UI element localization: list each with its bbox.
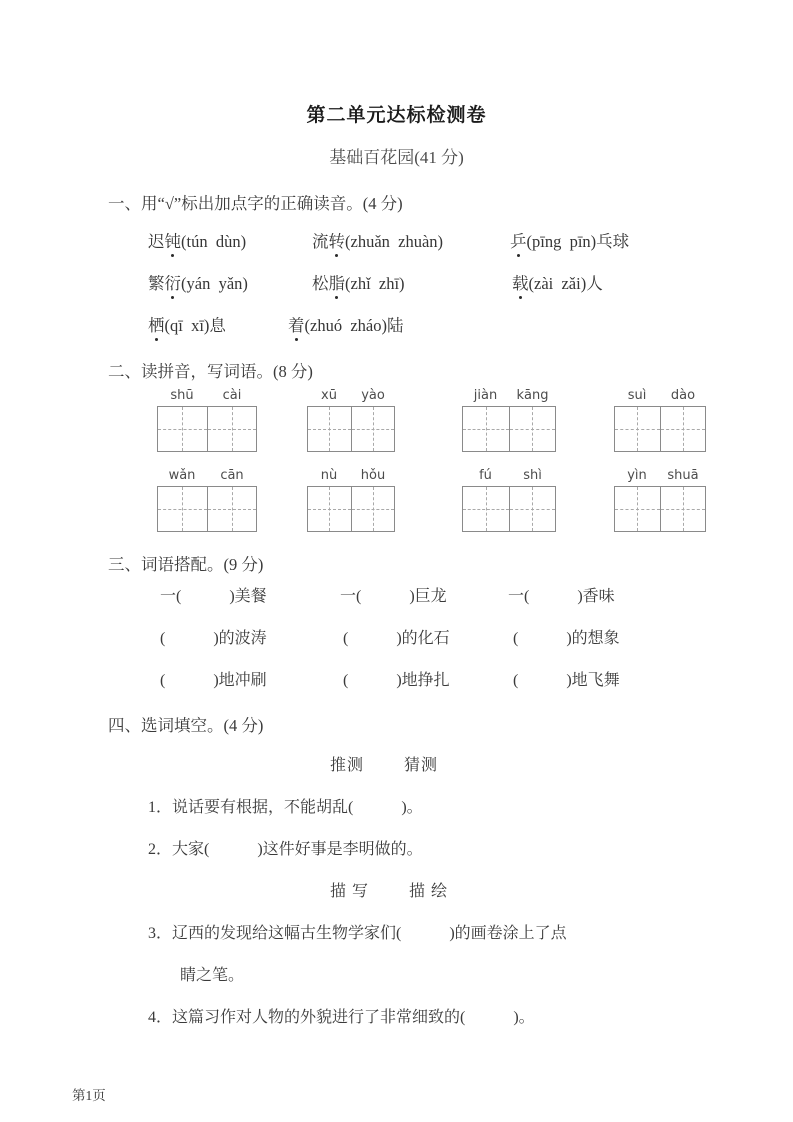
tianzige-cell[interactable] xyxy=(615,407,660,451)
page-title: 第二单元达标检测卷 xyxy=(306,104,487,126)
tianzige-cell[interactable] xyxy=(463,407,509,451)
tianzige-cell[interactable] xyxy=(158,487,207,531)
reading-options: (pīng pīn)乓球 xyxy=(526,232,630,251)
word-bank-2: 描 写 描 绘 xyxy=(330,883,449,900)
page-subtitle: 基础百花园(41 分) xyxy=(329,148,464,167)
reading-item-2[interactable] xyxy=(312,228,443,252)
pinyin-label-group xyxy=(157,388,257,403)
pinyin-syllable: shuā xyxy=(667,468,699,483)
reading-prefix: 松 xyxy=(312,274,329,293)
reading-item-4[interactable] xyxy=(148,270,248,294)
question-2[interactable]: 2．大家( )这件好事是李明做的。 xyxy=(148,841,423,858)
reading-options: (zhuó zháo)陆 xyxy=(304,316,404,335)
pinyin-syllable: kāng xyxy=(516,388,549,403)
reading-options: (qī xī)息 xyxy=(164,316,226,335)
reading-prefix: 繁 xyxy=(148,274,165,293)
pinyin-label-group xyxy=(462,388,556,403)
reading-item-7[interactable] xyxy=(148,312,226,336)
page-number: 第1页 xyxy=(72,1088,106,1103)
reading-options: (yán yǎn) xyxy=(181,274,248,293)
tianzige-box[interactable] xyxy=(614,406,706,452)
tianzige-cell[interactable] xyxy=(660,407,706,451)
tianzige-box[interactable] xyxy=(307,406,395,452)
pinyin-syllable: jiàn xyxy=(473,388,498,403)
reading-options: (tún dùn) xyxy=(181,232,247,251)
question-3-line-1[interactable]: 3．辽西的发现给这幅古生物学家们( )的画卷涂上了点 xyxy=(148,925,567,942)
question-1[interactable]: 1．说话要有根据，不能胡乱( )。 xyxy=(148,799,423,816)
dotted-char: 脂 xyxy=(329,270,346,294)
tianzige-cell[interactable] xyxy=(509,407,556,451)
dotted-char: 栖 xyxy=(148,312,165,336)
pinyin-grid-3[interactable] xyxy=(462,388,556,452)
pinyin-syllable: suì xyxy=(627,388,647,403)
pinyin-label-group xyxy=(614,468,706,483)
tianzige-box[interactable] xyxy=(157,406,257,452)
tianzige-cell[interactable] xyxy=(463,487,509,531)
question-4[interactable]: 4．这篇习作对人物的外貌进行了非常细致的( )。 xyxy=(148,1009,535,1026)
collocation-r2-c3[interactable]: ( )的想象 xyxy=(513,630,620,647)
pinyin-syllable: fú xyxy=(479,468,492,483)
pinyin-syllable: xū xyxy=(321,388,337,403)
pinyin-syllable: yìn xyxy=(627,468,647,483)
pinyin-grid-7[interactable] xyxy=(462,468,556,532)
pinyin-grid-8[interactable] xyxy=(614,468,706,532)
reading-options: (zhǐ zhī) xyxy=(345,274,405,293)
pinyin-syllable: shū xyxy=(170,388,194,403)
pinyin-grid-4[interactable] xyxy=(614,388,706,452)
tianzige-cell[interactable] xyxy=(351,407,395,451)
tianzige-cell[interactable] xyxy=(351,487,395,531)
tianzige-cell[interactable] xyxy=(207,407,257,451)
tianzige-cell[interactable] xyxy=(509,487,556,531)
pinyin-syllable: hǒu xyxy=(360,468,386,483)
collocation-r2-c1[interactable]: ( )的波涛 xyxy=(160,630,267,647)
tianzige-cell[interactable] xyxy=(660,487,706,531)
reading-item-1[interactable] xyxy=(148,228,246,252)
pinyin-syllable: nù xyxy=(320,468,338,483)
tianzige-box[interactable] xyxy=(307,486,395,532)
collocation-r1-c3[interactable]: 一( )香味 xyxy=(508,588,615,605)
dotted-char: 着 xyxy=(288,312,305,336)
reading-item-8[interactable] xyxy=(288,312,403,336)
section-3-heading: 三、词语搭配。(9 分) xyxy=(108,555,264,574)
dotted-char: 衍 xyxy=(165,270,182,294)
collocation-r3-c2[interactable]: ( )地挣扎 xyxy=(343,672,450,689)
tianzige-cell[interactable] xyxy=(308,407,351,451)
pinyin-grid-5[interactable] xyxy=(157,468,257,532)
pinyin-label-group xyxy=(462,468,556,483)
pinyin-syllable: shì xyxy=(523,468,542,483)
section-2-heading: 二、读拼音，写词语。(8 分) xyxy=(108,362,313,381)
pinyin-label-group xyxy=(307,388,395,403)
dotted-char: 载 xyxy=(512,270,529,294)
question-3-line-2: 睛之笔。 xyxy=(180,967,245,984)
section-1-heading: 一、用“√”标出加点字的正确读音。(4 分) xyxy=(108,194,403,213)
tianzige-cell[interactable] xyxy=(308,487,351,531)
pinyin-syllable: cān xyxy=(220,468,244,483)
collocation-r2-c2[interactable]: ( )的化石 xyxy=(343,630,450,647)
collocation-r3-c1[interactable]: ( )地冲刷 xyxy=(160,672,267,689)
collocation-r3-c3[interactable]: ( )地飞舞 xyxy=(513,672,620,689)
collocation-r1-c2[interactable]: 一( )巨龙 xyxy=(340,588,447,605)
reading-options: (zài zǎi)人 xyxy=(528,274,603,293)
tianzige-box[interactable] xyxy=(157,486,257,532)
pinyin-label-group xyxy=(157,468,257,483)
pinyin-label-group xyxy=(614,388,706,403)
reading-item-6[interactable] xyxy=(512,270,603,294)
pinyin-grid-1[interactable] xyxy=(157,388,257,452)
tianzige-box[interactable] xyxy=(462,406,556,452)
tianzige-cell[interactable] xyxy=(207,487,257,531)
pinyin-label-group xyxy=(307,468,395,483)
tianzige-cell[interactable] xyxy=(158,407,207,451)
pinyin-syllable: yào xyxy=(361,388,385,403)
collocation-r1-c1[interactable]: 一( )美餐 xyxy=(160,588,267,605)
reading-prefix: 流 xyxy=(312,232,329,251)
reading-item-5[interactable] xyxy=(312,270,405,294)
word-bank-1: 推测 猜测 xyxy=(330,757,439,774)
pinyin-grid-6[interactable] xyxy=(307,468,395,532)
tianzige-cell[interactable] xyxy=(615,487,660,531)
dotted-char: 钝 xyxy=(165,228,182,252)
tianzige-box[interactable] xyxy=(462,486,556,532)
reading-options: (zhuǎn zhuàn) xyxy=(345,232,444,251)
reading-prefix: 迟 xyxy=(148,232,165,251)
pinyin-syllable: cài xyxy=(222,388,242,403)
reading-item-3[interactable] xyxy=(510,228,629,252)
dotted-char: 乒 xyxy=(510,228,527,252)
pinyin-syllable: dào xyxy=(670,388,696,403)
section-4-heading: 四、选词填空。(4 分) xyxy=(108,716,264,735)
tianzige-box[interactable] xyxy=(614,486,706,532)
pinyin-grid-2[interactable] xyxy=(307,388,395,452)
pinyin-syllable: wǎn xyxy=(168,468,196,483)
dotted-char: 转 xyxy=(329,228,346,252)
